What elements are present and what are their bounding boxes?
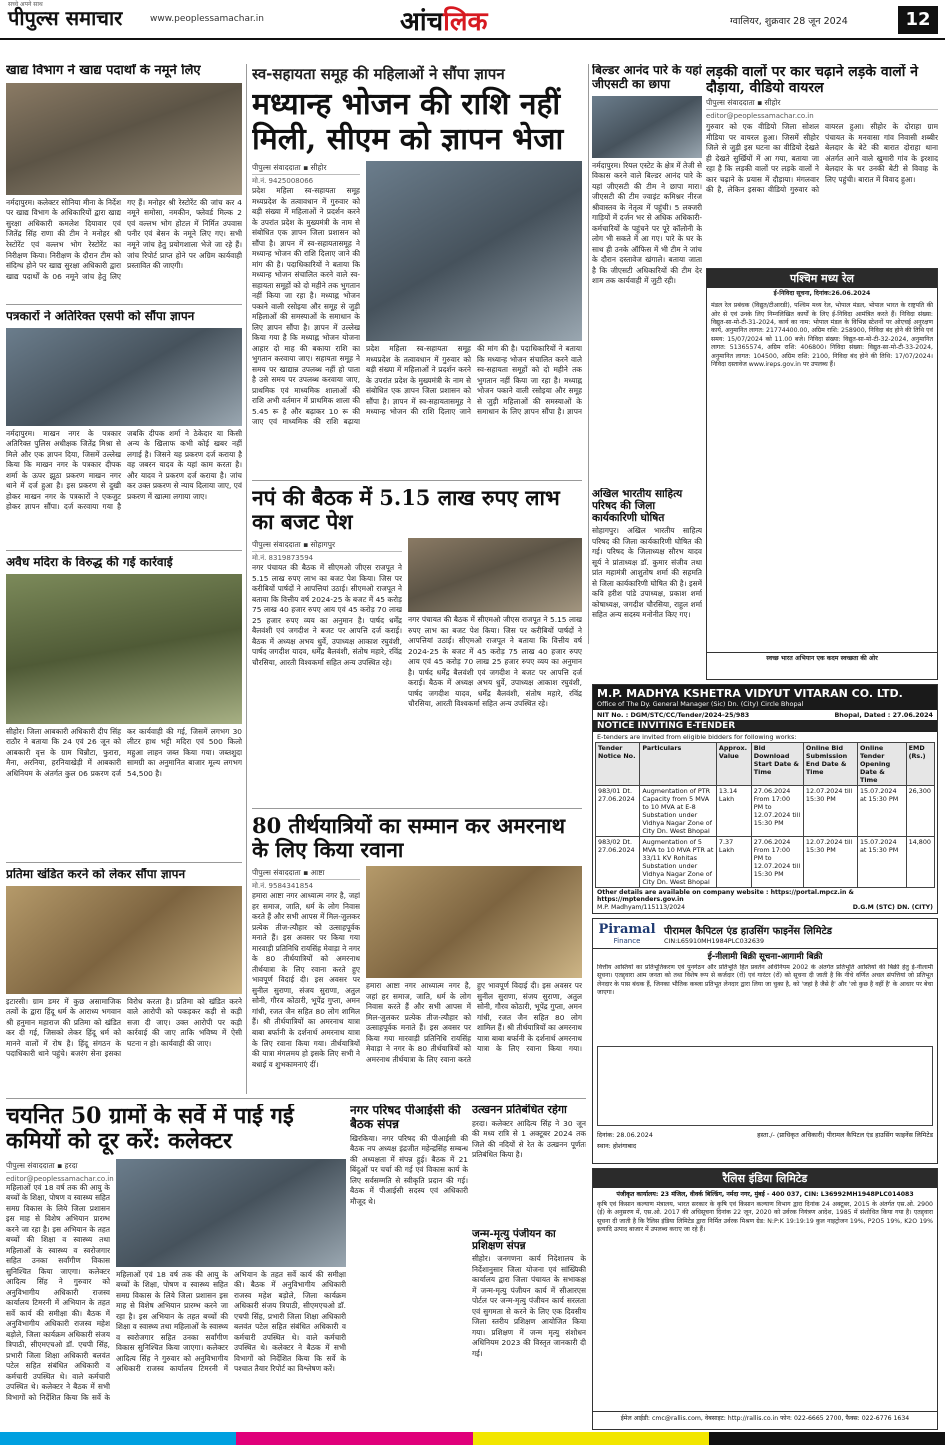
ad-body: वित्तीय आस्तियों का प्रतिभूतिकरण एवं पुनर्गठन और प्रतिभूति हित प्रवर्तन अधिनियम 2002 के अंतर्गत प्रतिभूति आस्तियों की बिक्री हेतु ई-नीलामी सूचना। एतद्द्वारा आम जनता को तथा विशेष रूप से कर्जदार (रों) एवं गारंटर (रों) को सूचना दी जाती है कि नीचे वर्णित अचल संपत्तियां जो प्रतिभूत लेनदार के पास बंधक हैं, जिनका भौतिक कब्जा प्रतिभूत लेनदार द्वारा लिया जा चुका है, को 'जहां है जैसे है' और 'जो कुछ है वहीं है' के आधार पर बेचा जाएगा। xyxy=(597,964,933,997)
brand-logo: पीपुल्स समाचार xyxy=(8,6,123,30)
story-mining-ban xyxy=(472,1104,586,1224)
yellow-swatch xyxy=(473,1432,709,1445)
story-content xyxy=(6,1159,346,1403)
ad-meta xyxy=(593,710,937,720)
ad-header xyxy=(593,685,937,710)
story-body-continued: प्रदेश महिला स्व-सहायता समूह मध्यप्रदेश के तत्वावधान में गुरुवार को बड़ी संख्या में महिलाओं ने प्रदर्शन करने के उपरांत प्रदेश के मुख्यमंत्री के नाम से संबोधित एक ज्ञापन जिला प्रशासन को सौंपा है। ज्ञापन में स्व-सहायतासमूह ने मध्यान्ह भोजन की राशि दिलाए जाने की मांग की है। पदाधिकारियों ने बताया कि मध्यान्ह भोजन संचालित करने वाले स्व-सहायता समूहों को दो महीने तक भुगतान नहीं किया जा रहा है। मध्याह्न भोजन पकाने वाली रसोइया और समूह से जुड़ी महिलाओं की समस्याओं के समाधान के लिए ज्ञापन सौंपा है। ज्ञापन xyxy=(366,344,582,417)
divider xyxy=(6,862,242,863)
ad-intro: E-tenders are invited from eligible bidders for following works: xyxy=(597,733,797,741)
column-rule xyxy=(246,64,247,1094)
photo-protest xyxy=(6,886,242,994)
story-content xyxy=(252,866,582,1071)
story-column xyxy=(252,866,360,1071)
brand-sub: Finance xyxy=(613,937,641,945)
reporter-email: editor@peoplessamachar.co.in xyxy=(6,1174,114,1183)
divider xyxy=(252,480,582,481)
auction-table xyxy=(597,1046,933,1126)
ad-title: रैलिस इंडिया लिमिटेड xyxy=(593,1169,937,1188)
column-header: Online Bid Submission End Date & Time xyxy=(803,743,857,786)
magenta-swatch xyxy=(236,1432,472,1445)
ad-slogan: स्वच्छ भारत अभियान एक कदम स्वच्छता की ओर xyxy=(707,652,937,665)
ad-body: मंडल रेल प्रबंधक (विद्युत/टीआरडी), पश्चिम मध्य रेल, भोपाल मंडल, भोपाल भारत के राष्ट्रपति की ओर से एवं उनके लिए निम्नलिखित कार्यों के लिए ई-निविदा आमंत्रित करते हैं। निविदा संख्या: विद्युत-सा-मो-टी-31-2024, कार्य का नाम: भोपाल मंडल के विभिन्न स्टेशनों पर ओएचई अनुरक्षण कार्य, अनुमानित लागत: 21774400.00, अग्रिम राशि: 258900, निविदा बंद होने की तिथि एवं समय: 15/07/2024 को 11.00 बजे। निविदा संख्या: विद्युत-सा-मो-टी-32-2024, अनुमानित लागत: 51365574, अग्रिम राशि: 406800। निविदा संख्या: विद्युत-सा-मो-टी-33-2024, अनुमानित लागत: 104500, अग्रिम राशि: 2100, निविदा बंद होने की तिथि: 17/07/2024। निविदा दस्तावेज www.ireps.gov.in पर उपलब्ध हैं। xyxy=(711,302,933,368)
table-row xyxy=(596,786,935,837)
column-rule xyxy=(588,64,589,644)
table-cell: Augmentation of PTR Capacity from 5 MVA to 10 MVA at E-8 Substation under Vidhya Nagar Zone of City Dn. West Bhopal xyxy=(640,786,717,837)
table-cell: 27.06.2024 From 17:00 PM to 12.07.2024 till 15:30 PM xyxy=(751,786,803,837)
story-media xyxy=(408,538,582,785)
photo-food-inspection xyxy=(6,83,242,195)
table-row xyxy=(596,837,935,888)
column-header: EMD (Rs.) xyxy=(906,743,934,786)
piramal-logo xyxy=(596,922,658,945)
table-cell: 15.07.2024 at 15:30 PM xyxy=(857,837,906,888)
byline: पीपुल्स संवाददाता ▪ सोहागपुर xyxy=(252,540,402,552)
story-amarnath xyxy=(252,814,582,1092)
story-gst-raid xyxy=(592,64,702,484)
headline: लड़की वालों पर कार चढ़ाने लड़के वालों ने दौड़ाया, वीडियो वायरल xyxy=(706,64,918,97)
story-body: इटारसी। ग्राम डमर में कुछ असामाजिक तत्वों के द्वारा हिंदू धर्म के आराध्य भगवान श्री हनुमान महाराज की प्रतिमा को खंडित कर दी गई, जिसको लेकर हिंदू धर्म को मानने वालों में रोष है। हिंदू संगठन के पदाधिकारी थाने पहुंचे। बजरंग सेना इसका विरोध करता है। प्रतिमा को खंडित करने वाले आरोपी को पकड़कर कड़ी से कड़ी सजा दी जाए। उक्त आरोपी पर कड़ी कार्रवाई की जाए ताकि भविष्य में ऐसी घटना न हो। कार्यवाही की जाए। xyxy=(6,996,242,1059)
section-title-accent: लिक xyxy=(443,7,488,37)
column-header: Bid Download Start Date & Time xyxy=(751,743,803,786)
headline: अवैध मदिरा के विरुद्ध की गई कार्रवाई xyxy=(6,556,173,569)
byline: पीपुल्स संवाददाता ▪ सीहोर xyxy=(706,98,938,110)
headline: बिल्डर आनंद पारे के यहां जीएसटी का छापा xyxy=(592,64,702,91)
table-cell: 7.37 Lakh xyxy=(716,837,751,888)
story-column xyxy=(6,1159,114,1403)
reporter-mobile: मो.नं. 9584341854 xyxy=(252,882,314,891)
ad-footer-link: Other details are available on company website : https://portal.mpcz.in & https://mptenders.gov.in xyxy=(597,889,854,903)
ad-title: M.P. MADHYA KSHETRA VIDYUT VITARAN CO. LTD. xyxy=(597,687,903,700)
headline: उत्खनन प्रतिबंधित रहेगा xyxy=(472,1104,567,1116)
headline: मध्यान्ह भोजन की राशि नहीं मिली, सीएम को ज्ञापन भेजा xyxy=(252,87,564,157)
page-number: 12 xyxy=(898,6,938,34)
masthead xyxy=(0,0,945,40)
cyan-swatch xyxy=(0,1432,236,1445)
table-cell: 14,800 xyxy=(906,837,934,888)
byline: पीपुल्स संवाददाता ▪ सीहोर xyxy=(252,163,360,175)
story-body: सीहोर। जिला आबकारी अधिकारी दीप सिंह राठौर ने बताया कि 24 एवं 26 जून को आबकारी वृत्त के ग्राम चिन्नौटा, फुरारा, मैना, अरनिया, हरनियाखेड़ी में आबकारी अधिनियम के अंतर्गत कुल 06 प्रकरण दर्ज कर कार्यवाही की गई, जिसमें लगभग 30 लीटर हाथ भट्टी मदिरा एवं 500 किलो महुआ लाहन जब्त किया गया। जब्तशुदा सामग्री का अनुमानित बाजार मूल्य लगभग 54,500 है। xyxy=(6,726,242,778)
ad-signatory: हस्ता./- (प्राधिकृत अधिकारी) पीरामल कैपिटल एंड हाउसिंग फाइनेंस लिमिटेड xyxy=(757,1131,933,1139)
ad-date: Bhopal, Dated : 27.06.2024 xyxy=(834,711,933,719)
column-header: Particulars xyxy=(640,743,717,786)
ad-piramal-auction xyxy=(592,918,938,1164)
story-body: हमारा आष्टा नगर आध्यात्म नगर है, जहां हर समाज, जाति, धर्म के लोग निवास करते हैं और सभी आपस में मिल-जुलकर प्रत्येक तीज-त्यौहार को उत्साहपूर्वक मनाते हैं। इस अवसर पर किया गया मारवाड़ी प्रतिनिधि रायसिंह मेवाड़ा ने नगर के 80 तीर्थयात्रियों को अमरनाथ तीर्थयात्रा के लिए रवाना करते हुए भावपूर्ण विदाई दी। इस अवसर पर सुनील सुराणा, संजय सुराणा, अतुल सोनी, गौरव कोठारी, भूपेंद्र गुप्ता, अमन गांधी, रजत जैन सहित 80 लोग शामिल हैं। श्री तीर्थयात्रियों का अमरनाथ यात्रा बाबा बर्फानी के दर्शनार्थ अमरनाथ यात्रा के लिए रवाना किया गया। तीर्थयात्रियों की यात्रा मंगलमय हो इसके लिए सभी ने बधाई व शुभकामनाएं दीं। xyxy=(252,891,360,1069)
photo-pilgrims xyxy=(366,866,582,978)
story-village-survey xyxy=(6,1104,346,1428)
table-cell: 26,300 xyxy=(906,786,934,837)
story-body: हरदा। कलेक्टर आदित्य सिंह ने 30 जून की मध्य रात्रि से 1 अक्टूबर 2024 तक जिले की नदियों से रेत के उत्खनन पूर्णतः प्रतिबंधित किया है। xyxy=(472,1118,586,1160)
story-body: नर्मदापुरम। माखन नगर के पत्रकार अतिरिक्त पुलिस अधीक्षक जितेंद्र मिश्रा से मिले और एक ज्ञापन दिया, जिसमें उल्लेख किया कि माखन नगर के पत्रकार दीपक शर्मा के ऊपर झूठा प्रकरण माखन नगर थाने में दर्ज हुआ है। इस प्रकरण से दुखी होकर माखन नगर के पत्रकारों ने एकजुट होकर ज्ञापन सौंपा। दर्ज करवाया गया है जबकि दीपक शर्मा ने ठेकेदार या किसी अन्य के खिलाफ कभी कोई खबर नहीं लगाई है। जिसने यह प्रकरण दर्ज कराया है वह जबरन यादव के यहां काम करता है। और यादव ने प्रकरण दर्ज कराया है। जांच कर उक्त प्रकरण से न्याय दिलाया जाए, एवं प्रकरण में खात्मा लगाया जाए। xyxy=(6,428,242,512)
table-cell: 12.07.2024 till 15:30 PM xyxy=(803,837,857,888)
ad-notice: ई-नीलामी बिक्री सूचना-आगामी बिक्री xyxy=(707,952,823,962)
headline: प्रतिमा खंडित करने को लेकर सौंपा ज्ञापन xyxy=(6,868,186,881)
photo-gst-team xyxy=(592,96,702,158)
story-car-incident xyxy=(706,64,938,264)
column-header: Approx. Value xyxy=(716,743,751,786)
story-media xyxy=(116,1159,346,1403)
headline: नपं की बैठक में 5.15 लाख रुपए लाभ का बजट पेश xyxy=(252,486,560,535)
ad-nit: NIT No. : DGM/STC/CC/Tender/2024-25/983 xyxy=(597,711,750,719)
story-media xyxy=(366,866,582,1071)
reporter-email: editor@peoplessamachar.co.in xyxy=(706,112,814,121)
story-journalists-memo xyxy=(6,310,242,550)
headline: 80 तीर्थयात्रियों का सम्मान कर अमरनाथ के लिए किया रवाना xyxy=(252,814,565,863)
photo-excise-raid xyxy=(6,574,242,724)
ad-address: पंजीकृत कार्यालय: 23 मंजिल, वीवर्क बिल्डिंग, नर्मदा नगर, मुंबई - 400 037, CIN: L36992MH1948PLC014083 xyxy=(616,1191,914,1198)
ad-title: पश्चिम मध्य रेल xyxy=(707,269,937,288)
reporter-mobile: मो.नं. 9425008066 xyxy=(252,177,314,185)
section-title-main: आंच xyxy=(400,7,444,37)
photo-collector-meeting xyxy=(116,1159,346,1267)
story-body-continued: नगर पंचायत की बैठक में सीएमओ जीएस राजपूत ने 5.15 लाख रुपए लाभ का बजट पेश किया। जिस पर करीबियों पार्षदों ने आपत्तियां उठाई। सीएमओ राजपूत ने बताया कि वित्तीय वर्ष 2024-25 के बजट में 45 करोड़ 75 लाख 40 हजार रुपए आय एवं 45 करोड़ 70 लाख 25 हजार रुपए व्यय का अनुमान है। पार्षद धर्मेंद्र बैलवंशी एवं जगदीश ने बजट पर आपत्ति दर्ज कराई। बैठक में अध्यक्ष अभय धुर्वे, उपाध्यक्ष आकाश रघुवंशी, पार्षद जगदीश यादव, धर्मेंद्र बैलवंशी, संतोष महारे, रविंद्र चौरसिया, आरती विश्वकर्मा सहित अन्य उपस्थित रहे। xyxy=(408,615,582,709)
story-content xyxy=(252,161,582,426)
story-column xyxy=(252,538,402,785)
story-nagar-parishad xyxy=(350,1104,468,1428)
ad-date: दिनांक: 28.06.2024 xyxy=(597,1131,653,1139)
story-body: नगर पंचायत की बैठक में सीएमओ जीएस राजपूत ने 5.15 लाख रुपए लाभ का बजट पेश किया। जिस पर करीबियों पार्षदों ने आपत्तियां उठाई। सीएमओ राजपूत ने बताया कि वित्तीय वर्ष 2024-25 के बजट में 45 करोड़ 75 लाख 40 हजार रुपए आय एवं 45 करोड़ 70 लाख 25 हजार रुपए व्यय का अनुमान है। पार्षद धर्मेंद्र बैलवंशी एवं जगदीश ने बजट पर आपत्ति दर्ज कराई। बैठक में अध्यक्ष अभय धुर्वे, उपाध्यक्ष आकाश रघुवंशी, पार्षद जगदीश यादव, धर्मेंद्र बैलवंशी, संतोष महारे, रविंद्र चौरसिया, आरती विश्वकर्मा सहित अन्य उपस्थित रहे। xyxy=(252,563,402,667)
headline: चयनित 50 ग्रामों के सर्वे में पाई गई कमियों को दूर करें: कलेक्टर xyxy=(6,1104,294,1155)
story-food-samples xyxy=(6,64,242,304)
ad-signatory: D.G.M (STC) DN. (CITY) xyxy=(852,904,933,911)
ad-footer xyxy=(593,904,937,911)
story-body: महिलाओं एवं 18 वर्ष तक की आयु के बच्चों के शिक्षा, पोषण व स्वास्थ्य सहित समग्र विकास के लिये जिला प्रशासन इस माह से विशेष अभियान प्रारम्भ करने जा रहा है। इस अभियान के तहत बच्चों की शिक्षा व स्वास्थ्य तथा महिलाओं के स्वास्थ्य व स्वरोजगार सहित उनका सर्वांगीण विकास सुनिश्चित किया जाएगा। कलेक्टर आदित्य सिंह ने गुरुवार को अनुविभागीय अधिकारी राजस्व कार्यालय टिमरनी में अभियान के तहत सर्वे कार्य की समीक्षा की। बैठक में अनुविभागीय अधिकारी राजस्व महेश बड़ोले, जिला कार्यक्रम अधिकारी संजय त्रिपाठी, सीएमएचओ डॉ. एचपी सिंह, प्रभारी जिला शिक्षा अधिकारी बलवंत पटेल सहित संबंधित अधिकारी व कर्मचारी उपस्थित थे। वाले कर्मचारी उपस्थित थे। कलेक्टर ने बैठक में सभी विभागों को निर्देशित किया कि सर्वे के xyxy=(6,1182,110,1402)
headline: पत्रकारों ने अतिरिक्त एसपी को सौंपा ज्ञापन xyxy=(6,310,195,323)
ad-footer: ईमेल आईडी: cmc@rallis.com, वेबसाइट: http://rallis.co.in फोन: 022-6665 2700, फैक्स: 022-6776 1634 xyxy=(593,1411,937,1423)
story-birth-death-training xyxy=(472,1228,586,1428)
ad-cin: CIN:L65910MH1984PLC032639 xyxy=(664,936,765,945)
ad-title: पीरामल कैपिटल एंड हाउसिंग फाइनेंस लिमिटेड xyxy=(664,925,832,937)
table-cell: 15.07.2024 at 15:30 PM xyxy=(857,786,906,837)
ad-title-block xyxy=(664,923,934,945)
photo-journalists xyxy=(6,328,242,426)
ad-footer xyxy=(593,1128,937,1141)
story-body: सोहागपुर। अखिल भारतीय साहित्य परिषद की जिला कार्यकारिणी घोषित की गई। परिषद के जिलाध्यक्ष सौरभ यादव सूर्य ने प्रांताध्यक्ष डॉ. कुमार संजीव तथा प्रांत महामंत्री आशुतोष शर्मा की सहमति से जिला कार्यकारिणी घोषित की है। इसमें कवि हरीश पांडे उपाध्यक्ष, प्रकाश शर्मा कोषाध्यक्ष, जगदीश चौरसिया, राहुल शर्मा सहित अन्य सदस्य मनोनीत किए गए। xyxy=(592,526,702,620)
headline: नगर परिषद पीआईसी की बैठक संपन्न xyxy=(350,1104,461,1131)
story-sahitya-parishad xyxy=(592,488,702,658)
brand-name: Piramal xyxy=(598,922,656,937)
story-body-continued: हमारा आष्टा नगर आध्यात्म नगर है, जहां हर समाज, जाति, धर्म के लोग निवास करते हैं और सभी आपस में मिल-जुलकर प्रत्येक तीज-त्यौहार को उत्साहपूर्वक मनाते हैं। इस अवसर पर किया गया मारवाड़ी प्रतिनिधि रायसिंह मेवाड़ा ने नगर के 80 तीर्थयात्रियों को अमरनाथ तीर्थयात्रा के लिए रवाना करते हुए भावपूर्ण विदाई दी। इस अवसर पर सुनील सुराणा, संजय सुराणा, अतुल सोनी, गौरव कोठारी, भूपेंद्र गुप्ता, अमन गांधी, रजत जैन सहित 80 लोग शामिल हैं। श्री तीर्थयात्रियों का अमरनाथ यात्रा बाबा बर्फानी के दर्शनार्थ अमरनाथ यात्रा के लिए रवाना किया गया। xyxy=(366,981,582,1064)
story-body: सीहोर। जनगणना कार्य निदेशालय के निर्देशानुसार जिला योजना एवं सांख्यिकी कार्यालय द्वारा जिला पंचायत के सभाकक्ष में जन्म-मृत्यु पंजीयन कार्य में सीआरएस पोर्टल पर जन्म-मृत्यु पंजीयन कार्य सरलता एवं सुगमता से करने के लिए एक दिवसीय जिला स्तरीय प्रशिक्षण आयोजित किया गया। प्रशिक्षण में जन्म मृत्यु संशोधन अधिनियम 2023 की विस्तृत जानकारी दी गई। xyxy=(472,1254,586,1358)
headline: जन्म-मृत्यु पंजीयन का प्रशिक्षण संपन्न xyxy=(472,1228,556,1253)
table-cell: 12.07.2024 till 15:30 PM xyxy=(803,786,857,837)
story-body: नर्मदापुरम। कलेक्टर सोनिया मीना के निर्देश पर खाद्य विभाग के अधिकारियों द्वारा खाद्य सुरक्षा अधिकारी कमलेश दियावार एवं जितेंद्र सिंह राणा की टीम ने मनोहर श्री रेस्टोरेंट एवं वल्लभ भोग रेस्टोरेंट का निरीक्षण किया। निरीक्षण के दौरान टीम को संदिग्ध होने पर खाद्य सुरक्षा अधिकारी द्वारा खाद्य पदार्थों के 06 नमूने जांच हेतु लिए गए हैं। मनोहर श्री रेस्टोरेंट की जांच कर 4 नमूने समोसा, नमकीन, फ्लेवर्ड मिल्क 2 एवं वल्लभ भोग होटल में निर्मित उपवास पनीर एवं बेसन के नमूने लिए गए। सभी नमूने जांच हेतु प्रयोगशाला भेजे जा रहे हैं। जांच रिपोर्ट प्राप्त होने पर अग्रिम कार्यवाही प्रस्तावित की जाएगी। xyxy=(6,197,242,281)
column-header: Online Tender Opening Date & Time xyxy=(857,743,906,786)
tender-table-wrap xyxy=(593,742,937,888)
divider xyxy=(6,1098,586,1099)
story-statue-memo xyxy=(6,868,242,1096)
byline: पीपुल्स संवाददाता ▪ आष्टा xyxy=(252,868,360,880)
ad-subtitle: ई-निविदा सूचना, दिनांक:26.06.2024 xyxy=(773,290,871,297)
ad-header xyxy=(593,919,937,949)
ad-railway-tender xyxy=(706,268,938,680)
table-cell: Augmentation of 5 MVA to 10 MVA PTR at 33/11 KV Rohitas Substation under Vidhya Nagar Zone of City Dn. West Bhopal xyxy=(640,837,717,888)
story-column xyxy=(252,161,360,426)
brand-tagline: सच्चे अपने साथ xyxy=(8,1,43,8)
table-cell: 13.14 Lakh xyxy=(716,786,751,837)
tender-table xyxy=(595,742,935,888)
headline: अखिल भारतीय साहित्य परिषद की जिला कार्यकारिणी घोषित xyxy=(592,488,683,525)
story-midday-meal xyxy=(252,64,582,478)
tender-table-header xyxy=(596,743,935,786)
black-swatch xyxy=(709,1432,945,1445)
story-body-continued: महिलाओं एवं 18 वर्ष तक की आयु के बच्चों के शिक्षा, पोषण व स्वास्थ्य सहित समग्र विकास के लिये जिला प्रशासन इस माह से विशेष अभियान प्रारम्भ करने जा रहा है। इस अभियान के तहत बच्चों की शिक्षा व स्वास्थ्य तथा महिलाओं के स्वास्थ्य व स्वरोजगार सहित उनका सर्वांगीण विकास सुनिश्चित किया जाएगा। कलेक्टर आदित्य सिंह ने गुरुवार को अनुविभागीय अधिकारी राजस्व कार्यालय टिमरनी में अभियान के तहत सर्वे कार्य की समीक्षा की। बैठक में अनुविभागीय अधिकारी राजस्व महेश बड़ोले, जिला कार्यक्रम अधिकारी संजय त्रिपाठी, सीएमएचओ डॉ. एचपी सिंह, प्रभारी जिला शिक्षा अधिकारी बलवंत पटेल सहित संबंधित अधिकारी व कर्मचारी उपस्थित थे। वाले कर्मचारी उपस्थित थे। कलेक्टर ने बैठक में सभी विभागों को निर्देशित किया कि सर्वे के पश्चात तैयार रिपोर्ट का विश्लेषण करें। xyxy=(116,1269,346,1374)
photo-council-meeting xyxy=(408,538,582,612)
ad-body: कृषि एवं किसान कल्याण मंत्रालय, भारत सरकार के कृषि एवं किसान कल्याण विभाग द्वारा दिनांक 24 अक्टूबर, 2015 के अंतर्गत एस.ओ. 2900 (ई) के अनुसरण में, एस.ओ. 2017 की अधिसूचना दिनांक 22 जून, 2020 को उर्वरक नियंत्रण आदेश, 1985 में संशोधित किया गया है। एतद्द्वारा सूचना दी जाती है कि रैलिस इंडिया लिमिटेड द्वारा निर्मित उर्वरक मिश्रण ग्रेड: N:P:K 19:19:19 कुल नाइट्रोजन 19%, P2O5 19%, K2O 19% इत्यादि उत्पाद बाजार में उपलब्ध कराए जा रहे हैं। xyxy=(597,1201,933,1234)
photo-women-protest xyxy=(366,161,582,341)
ad-ref: M.P. Madhyam/115113/2024 xyxy=(597,904,686,911)
table-cell: 983/01 Dt. 27.06.2024 xyxy=(596,786,640,837)
dateline: ग्वालियर, शुक्रवार 28 जून 2024 xyxy=(730,16,848,27)
story-body: गुरुवार को एक वीडियो जिला सोशल मीडिया पर वायरल हुआ। जिसमें सीहोर जिले से जुड़ी इस घटना का वीडियो देखते ही देखते सुर्खियों में आ गया, बताया जा रहा है कि लड़की वालों पर लड़के वालों ने कार चढ़ाने के प्रयास में दौड़ाया। मंगलवार की है, लेकिन इसका वीडियो गुरुवार को वायरल हुआ। सीहोर के दोराहा ग्राम पंचायत के मनवासा गांव निवासी शब्बीर बेलदार के बेटे की बारात दोराहा थाना अंतर्गत आने वाले खुमारी गांव के इरशाद बेलदार के घर उनकी बेटी से विवाह के लिए पहुंची। बारात में विवाद हुआ। xyxy=(706,122,938,195)
reporter-mobile: मो.नं. 8319873594 xyxy=(252,554,314,563)
website-link[interactable]: www.peoplessamachar.in xyxy=(150,14,264,24)
table-cell: 27.06.2024 From 17:00 PM to 12.07.2024 till 15:30 PM xyxy=(751,837,803,888)
section-title xyxy=(400,2,487,38)
kicker: स्व-सहायता समूह की महिलाओं ने सौंपा ज्ञापन xyxy=(252,65,505,83)
story-illegal-liquor xyxy=(6,556,242,856)
color-registration-bar xyxy=(0,1432,945,1445)
story-budget xyxy=(252,486,582,806)
byline: पीपुल्स संवाददाता ▪ हरदा xyxy=(6,1161,110,1173)
story-body: प्रदेश महिला स्व-सहायता समूह मध्यप्रदेश के तत्वावधान में गुरुवार को बड़ी संख्या में महिलाओं ने प्रदर्शन करने के उपरांत प्रदेश के मुख्यमंत्री के नाम से संबोधित एक ज्ञापन जिला प्रशासन को सौंपा है। ज्ञापन में स्व-सहायतासमूह ने मध्यान्ह भोजन की राशि दिलाए जाने की मांग की है। पदाधिकारियों ने बताया कि मध्यान्ह भोजन संचालित करने वाले स्व-सहायता समूहों को दो महीने तक भुगतान नहीं किया जा रहा है। मध्याह्न भोजन पकाने वाली रसोइया और समूह से जुड़ी महिलाओं की समस्याओं के समाधान के लिए ज्ञापन सौंपा है। ज्ञापन में उल्लेख किया गया है कि मध्याह्न भोजन योजना आहार दो माह की बकाया राशि का भुगतान करवाया जाए। सहायता समूह ने समय पर खाद्यान्न उपलब्ध नहीं हो पाता है उसे समय पर उपलब्ध करवाया जाए, प्राथमिक एवं माध्यमिक शालाओं की राशि अभी वर्तमान में प्राथमिक शाला की 5.45 रू है और बढ़ाकर 10 रू की जाए एवं माध्यमिक की राशि बढ़ाया xyxy=(252,186,360,426)
story-body: खिरकिया। नगर परिषद की पीआईसी की बैठक नप अध्यक्ष इंद्रजीत महेन्द्रसिंह सम्बन्ध की अध्यक्षता में संपन्न हुई। बैठक में 21 बिंदुओं पर चर्चा की गई एवं विकास कार्य के लिए सर्वसम्मति से स्वीकृति प्रदान की गई। बैठक में पीआईसी सदस्य एवं अधिकारी मौजूद थे। xyxy=(350,1133,468,1206)
divider xyxy=(6,304,242,305)
table-cell: 983/02 Dt. 27.06.2024 xyxy=(596,837,640,888)
ad-mpmkvvcl-tender xyxy=(592,684,938,914)
ad-rallis-notice xyxy=(592,1168,938,1430)
divider xyxy=(6,550,242,551)
ad-office: Office of The Dy. General Manager (Sic) Dn. (City) Circle Bhopal xyxy=(597,700,804,708)
ad-place: स्थान: होशंगाबाद xyxy=(597,1142,637,1150)
headline: खाद्य विभाग ने खाद्य पदार्थों के नमूने लिए xyxy=(6,64,201,78)
story-content xyxy=(252,538,582,785)
divider xyxy=(252,808,582,809)
story-body: नर्मदापुरम। रियल एस्टेट के क्षेत्र में तेजी से विकास करने वाले बिल्डर आनंद पारे के यहां जीएसटी की टीम ने छापा मारा। जीएसटी की टीम ज्वाइंट कमिश्नर नीरज श्रीवास्तव के नेतृत्व में पहुंची। 5 लक्जरी गाड़ियों में दर्जन भर से अधिक अधिकारी-कर्मचारियों के पहुंचने पर पूरे कॉलोनी के लोग भी सकते में आ गए। पारे के घर के साथ ही उनके ऑफिस में भी टीम ने जांच के दौरान दस्तावेज खंगाले। बताया जाता है कि जीएसटी अधिकारियों की टीम देर शाम तक कार्यवाही में जुटी रही। xyxy=(592,160,702,286)
column-header: Tender Notice No. xyxy=(596,743,640,786)
story-media xyxy=(366,161,582,426)
ad-notice: NOTICE INVITING E-TENDER xyxy=(593,720,937,732)
